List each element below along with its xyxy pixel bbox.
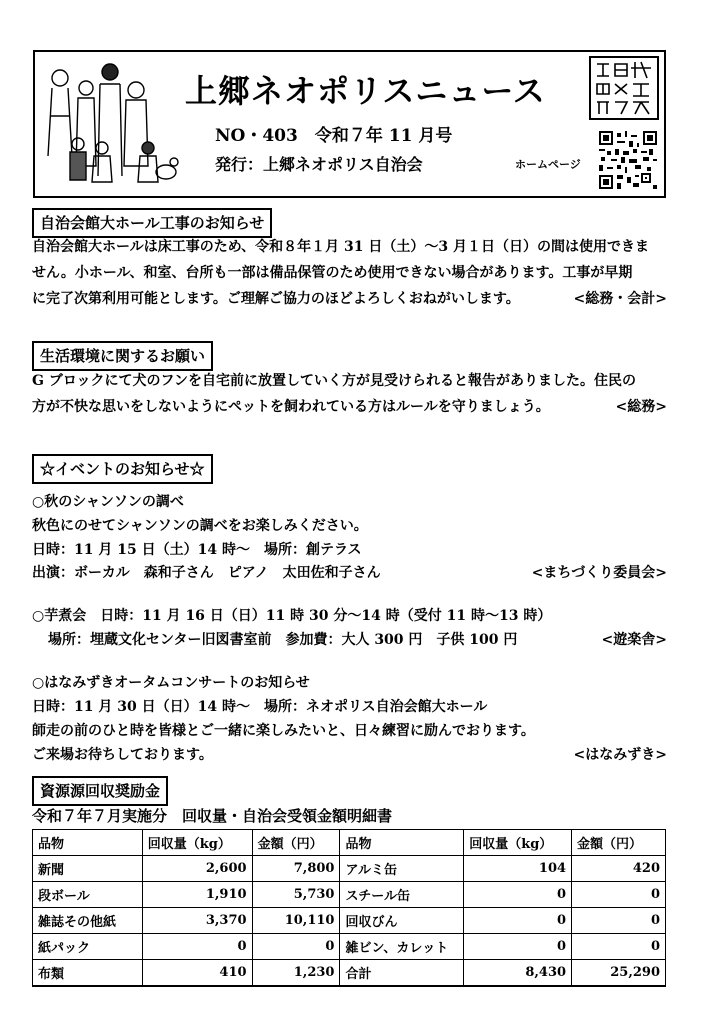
item-name: 紙パック: [33, 934, 143, 960]
hall-construction-line-1: 自治会館大ホールは床工事のため、令和８年１月 31 日（土）～3 月１日（日）の間は使用できま: [32, 239, 650, 255]
stamp-seal-icon: [591, 58, 657, 118]
amount-kg: 0: [464, 934, 572, 960]
total-kg: 8,430: [464, 960, 572, 986]
table-row: [33, 856, 666, 882]
item-name: アルミ缶: [340, 856, 464, 882]
column-header: 金額（円）: [252, 830, 340, 856]
amount-yen: 5,730: [252, 882, 340, 908]
amount-yen: 0: [572, 908, 666, 934]
chanson-datetime: 日時：11 月 15 日（土）14 時～ 場所：創テラス: [32, 542, 362, 558]
column-header: 回収量（kg）: [142, 830, 252, 856]
living-environment-heading: 生活環境に関するお願い: [32, 341, 213, 371]
item-name: スチール缶: [340, 882, 464, 908]
amount-yen: 420: [572, 856, 666, 882]
column-header: 品物: [340, 830, 464, 856]
amount-kg: 0: [464, 882, 572, 908]
amount-yen: 0: [572, 882, 666, 908]
amount-yen: 7,800: [252, 856, 340, 882]
chanson-performers: 出演：ボーカル 森和子さん ピアノ 太田佐和子さん: [32, 565, 381, 581]
column-header: 金額（円）: [572, 830, 666, 856]
item-name: 段ボール: [33, 882, 143, 908]
imoni-place-fee: 場所：埋蔵文化センター旧図書室前 参加費：大人 300 円 子供 100 円: [48, 632, 518, 648]
living-environment-signature: <総務>: [615, 399, 667, 415]
living-environment-line-1: G ブロックにて犬のフンを自宅前に放置していく方が見受けられると報告がありました。住民の: [32, 373, 636, 389]
hall-construction-line-2: せん。小ホール、和室、台所も一部は備品保管のため使用できない場合があります。工事が早期: [32, 265, 633, 281]
hall-construction-line-3: に完了次第利用可能とします。ご理解ご協力のほどよろしくおねがいします。: [32, 291, 520, 307]
amount-kg: 1,910: [142, 882, 252, 908]
table-header-row: [33, 830, 666, 856]
item-name: 雑ビン、カレット: [340, 934, 464, 960]
total-yen: 25,290: [572, 960, 666, 986]
table-row: [33, 882, 666, 908]
imoni-datetime: ○芋煮会 日時：11 月 16 日（日）11 時 30 分～14 時（受付 11 時～13 時）: [32, 608, 552, 624]
recycling-table: [32, 829, 666, 987]
column-header: 品物: [33, 830, 143, 856]
amount-yen: 10,110: [252, 908, 340, 934]
item-name: 布類: [33, 960, 143, 986]
recycling-subtitle: 令和７年７月実施分 回収量・自治会受領金額明細書: [32, 807, 393, 825]
table-row: [33, 960, 666, 986]
family-illustration: [40, 56, 180, 188]
concert-heading: ○はなみずきオータムコンサートのお知らせ: [32, 675, 310, 691]
item-name: 回収びん: [340, 908, 464, 934]
table-row: [33, 908, 666, 934]
amount-yen: 0: [252, 934, 340, 960]
concert-closing: ご来場お待ちしております。: [32, 747, 213, 763]
issue-number: NO・403 令和７年 11 月号: [215, 126, 453, 146]
chanson-organizer: <まちづくり委員会>: [531, 565, 667, 581]
publisher: 発行：上郷ネオポリス自治会: [215, 155, 423, 174]
amount-yen: 0: [572, 934, 666, 960]
concert-datetime: 日時：11 月 30 日（日）14 時～ 場所：ネオポリス自治会館大ホール: [32, 699, 488, 715]
qr-code-icon[interactable]: [599, 131, 657, 189]
amount-kg: 2,600: [142, 856, 252, 882]
item-name: 新聞: [33, 856, 143, 882]
concert-description: 師走の前のひと時を皆様とご一緒に楽しみたいと、日々練習に励んでおります。: [32, 723, 535, 739]
concert-organizer: <はなみずき>: [573, 747, 667, 763]
hall-construction-heading: 自治会館大ホール工事のお知らせ: [32, 208, 272, 238]
amount-kg: 0: [142, 934, 252, 960]
imoni-organizer: <遊楽舎>: [601, 632, 667, 648]
recycling-heading: 資源源回収奨励金: [32, 776, 168, 806]
column-header: 回収量（kg）: [464, 830, 572, 856]
item-name: 雑誌その他紙: [33, 908, 143, 934]
homepage-label: ホームページ: [515, 158, 581, 171]
chanson-description: 秋色にのせてシャンソンの調べをお楽しみください。: [32, 518, 368, 534]
amount-kg: 104: [464, 856, 572, 882]
living-environment-line-2: 方が不快な思いをしないようにペットを飼われている方はルールを守りましょう。: [32, 399, 550, 415]
hall-construction-signature: <総務・会計>: [573, 291, 667, 307]
association-stamp: [589, 56, 659, 120]
chanson-heading: ○秋のシャンソンの調べ: [32, 494, 184, 510]
amount-kg: 3,370: [142, 908, 252, 934]
events-heading: ☆イベントのお知らせ☆: [32, 454, 213, 484]
total-label: 合計: [340, 960, 464, 986]
newspaper-title: 上郷ネオポリスニュース: [185, 72, 546, 110]
table-row: [33, 934, 666, 960]
amount-kg: 0: [464, 908, 572, 934]
amount-kg: 410: [142, 960, 252, 986]
amount-yen: 1,230: [252, 960, 340, 986]
